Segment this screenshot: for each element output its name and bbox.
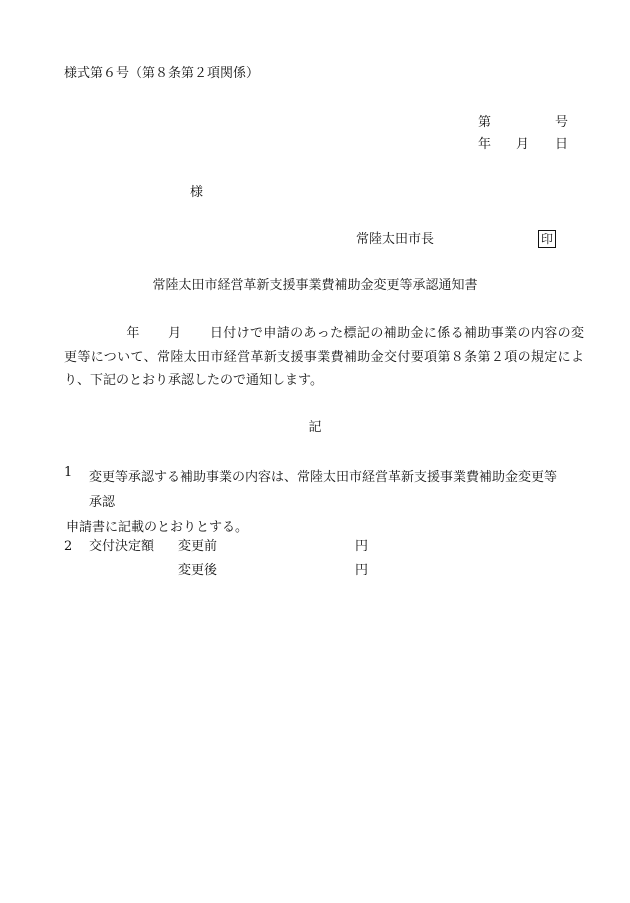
item1-line2: 申請書に記載のとおりとする。 (66, 520, 249, 535)
item1-number: 1 (64, 465, 73, 480)
body-text: 日付けで申請のあった標記の補助金に係る補助事業の内容の変更等について、常陸太田市経営革新支援事業費補助金交付要項第８条第２項の規定により、下記のとおり承認したので通知します。 (64, 326, 584, 388)
document-title: 常陸太田市経営革新支援事業費補助金変更等承認通知書 (152, 278, 478, 293)
date-month-label: 月 (516, 137, 530, 152)
item1-line1: 変更等承認する補助事業の内容は、常陸太田市経営革新支援事業費補助金変更等承認 (89, 470, 558, 510)
seal-stamp: 印 (538, 230, 556, 248)
before-change-label: 変更前 (178, 539, 218, 554)
form-label: 様式第６号（第８条第２項関係） (64, 66, 260, 81)
body-year-label: 年 (126, 326, 140, 341)
after-change-label: 変更後 (178, 563, 218, 578)
date-year-label: 年 (478, 137, 492, 152)
date-day-label: 日 (555, 137, 569, 152)
sender-name: 常陸太田市長 (356, 232, 435, 247)
item2-number: 2 (64, 539, 73, 554)
item1-text (66, 465, 569, 540)
grant-amount-label: 交付決定額 (89, 539, 155, 554)
before-change-yen: 円 (355, 539, 369, 554)
document-number-suffix: 号 (555, 115, 569, 130)
document-number-prefix: 第 (478, 115, 492, 130)
body-paragraph (64, 322, 584, 393)
after-change-yen: 円 (355, 563, 369, 578)
body-month-label: 月 (167, 326, 182, 341)
ki-heading: 記 (308, 420, 322, 435)
addressee-suffix: 様 (190, 185, 204, 200)
